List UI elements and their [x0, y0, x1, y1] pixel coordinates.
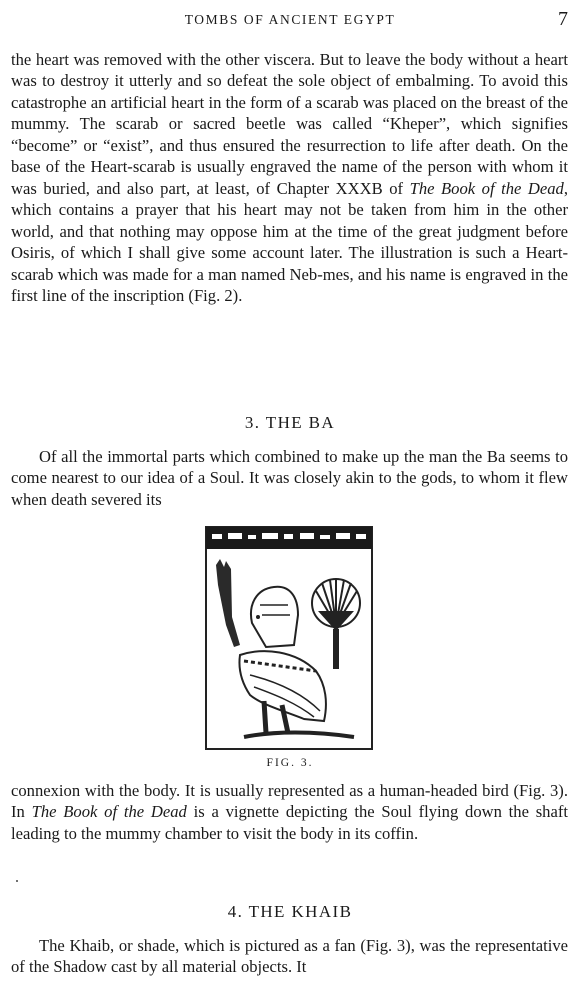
- running-head: [0, 10, 580, 34]
- section-heading-ba: 3. THE BA: [244, 413, 336, 432]
- paragraph-heart-scarab: [11, 49, 568, 306]
- figure-3: [204, 525, 374, 751]
- running-title: TOMBS OF ANCIENT EGYPT: [184, 12, 396, 27]
- paragraph-ba: Of all the immortal parts which combined to make up the man the Ba seems to come nearest to our idea of a Soul. It was closely akin to the gods, to whom it flew when death severed its: [11, 447, 568, 509]
- figure-caption: FIG. 3.: [266, 757, 314, 769]
- section-heading-khaib: 4. THE KHAIB: [227, 902, 353, 921]
- book-title: The Book of the Dead: [31, 802, 187, 822]
- paragraph-text: is a vignette depicting the Soul flying down the shaft leading to the mummy chamber to visit the body in its coffin.: [11, 802, 568, 843]
- speck: [16, 880, 18, 882]
- book-title: The Book of the Dead: [409, 178, 564, 198]
- paragraph-khaib: The Khaib, or shade, which is pictured as a fan (Fig. 3), was the representative of the Shadow cast by all material objects. It: [11, 936, 568, 977]
- paragraph-text: the heart was removed with the other viscera. But to leave the body without a heart was to destroy it utterly and so defeat the sole object of embalming. To avoid this catastrophe an artificial heart in the form of a scarab was placed on the breast of the mummy. The scarab or sacred beetle was called “Kheper”, which signifies “become” or “exist”, and thus ensured the resurrection to life after death. On the base of the Heart-scarab is usually engraved the name of the person with whom it was buried, and also part, at least, of Chapter XXXB of: [11, 50, 568, 198]
- paragraph-ba-continued: [11, 780, 568, 844]
- ba-bird-and-khaib-fan-illustration: [204, 525, 374, 751]
- paragraph-text: , which contains a prayer that his heart may not be taken from him in the other world, and that nothing may oppose him at the time of the great judgment before Osiris, of which I shall give some account later. The illustration is such a Heart-scarab which was made for a man named Neb-mes, and his name is engraved in the first line of the inscription (Fig. 2).: [11, 178, 568, 305]
- page-number: 7: [558, 8, 568, 30]
- paragraph-text: connexion with the body. It is usually represented as a human-headed bird (Fig. 3). In: [11, 781, 568, 822]
